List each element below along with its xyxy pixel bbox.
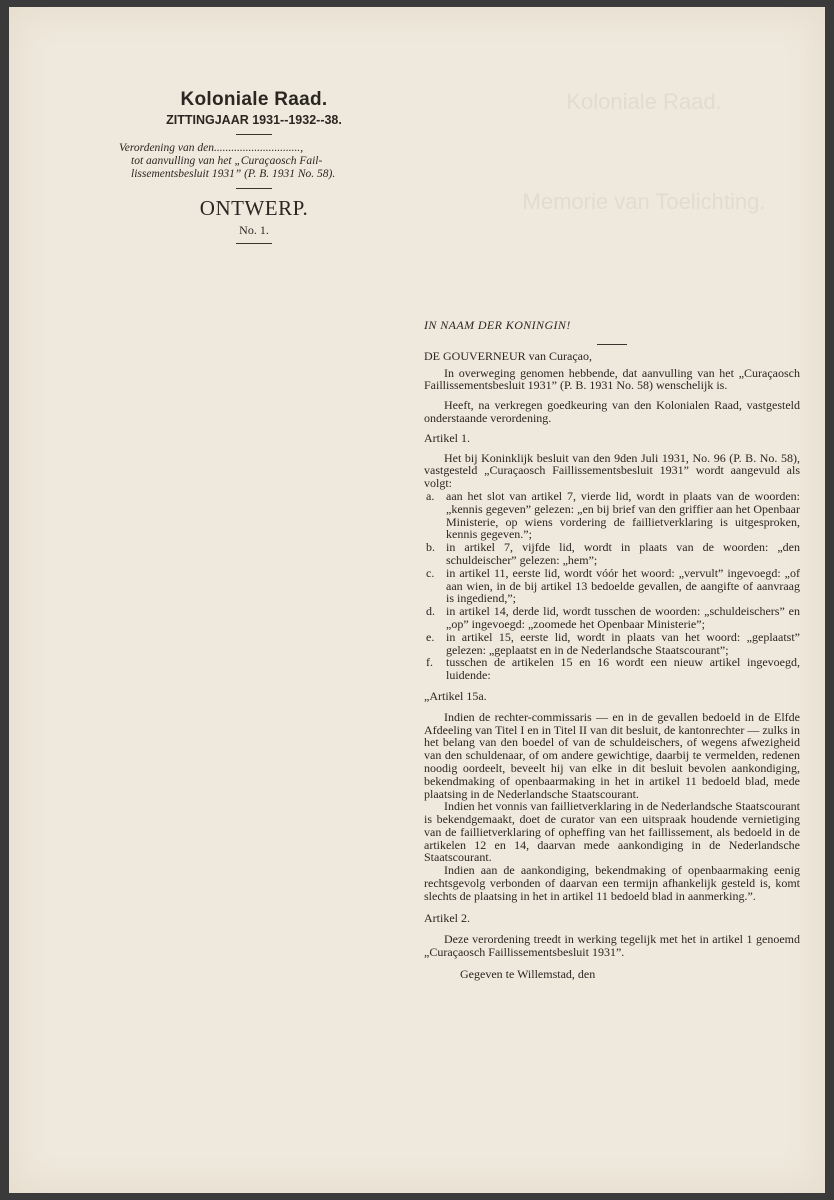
article-15a-paragraph: Indien de rechter-commissaris — en in de gevallen bedoeld in de Elfde Afdeeling van Titel I en in Titel II van dit besluit, de kantonrechter — zulks in het belang van den boedel of van de schuldeischers, of wegens afwezigheid van den schuldenaar, of om andere gewichtige, daarbij te vermelden, redenen noodig oordeelt, beveelt hij van elke in dit besluit bevolen aankondiging, bekendmaking of openbaarmaking in het in artikel 11 bedoeld blad, mede plaatsing in de Nederlandsche Staatscourant. <box>424 709 800 801</box>
approval-paragraph: Heeft, na verkregen goedkeuring van den Kolonialen Raad, vastgesteld onderstaande verordening. <box>424 398 800 425</box>
article-2-text: Deze verordening treedt in werking tegelijk met het in artikel 1 genoemd „Curaçaosch Faillissementsbesluit 1931”. <box>424 932 800 960</box>
list-item: c. in artikel 11, eerste lid, wordt vóór het woord: „vervult” ingevoegd: „of aan wien, in de bij artikel 13 bedoelde gevallen, de aangifte of aanvraag is ingediend,”; <box>426 565 800 606</box>
bleed-subtitle: Memorie van Toelichting. <box>522 189 766 214</box>
doc-number: No. 1. <box>239 223 269 237</box>
ordinance-line: lissementsbesluit 1931” (P. B. 1931 No. 58). <box>131 168 336 180</box>
council-title: Koloniale Raad. <box>180 89 328 110</box>
list-item: d. in artikel 14, derde lid, wordt tusschen de woorden: „schuldeischers” en „op” ingevoegd: „zoomede het Openbaar Ministerie”; <box>426 604 800 631</box>
header-block <box>109 89 399 251</box>
ordinance-line: Verordening van den.............................., <box>119 142 304 154</box>
bleed-title: Koloniale Raad. <box>566 89 722 114</box>
governor-line: DE GOUVERNEUR van Curaçao, <box>424 348 592 363</box>
article-1-intro: Het bij Koninklijk besluit van den 9den Juli 1931, No. 96 (P. B. No. 58), vastgesteld „Curaçaosch Faillissementsbesluit 1931” wordt aangevuld als volgt: <box>424 450 800 491</box>
session-year: ZITTINGJAAR 1931--1932--38. <box>166 113 342 127</box>
divider <box>236 243 272 244</box>
consideration-paragraph: In overweging genomen hebbende, dat aanvulling van het „Curaçaosch Faillissementsbesluit 1931” (P. B. 1931 No. 58) wenschelijk is. <box>424 365 800 393</box>
document-page <box>9 7 825 1193</box>
article-1-title: Artikel 1. <box>424 430 470 445</box>
list-item: e. in artikel 15, eerste lid, wordt in plaats van het woord: „geplaatst” gelezen: „geplaatst en in de Nederlandsche Staatscourant”; <box>426 629 800 657</box>
ordinance-body <box>424 319 800 981</box>
divider <box>236 134 272 135</box>
divider <box>236 188 272 189</box>
preamble-heading: IN NAAM DER KONINGIN! <box>424 318 571 332</box>
article-15a-paragraph: Indien het vonnis van faillietverklaring in de Nederlandsche Staatscourant is bekendgemaakt, doet de curator van een uitspraak houdende vernietiging van de faillietverklaring of opheffing van het faillissement, als bedoeld in de artikelen 12 en 14, daarvan mede aankondiging in de Nederlandsche Staatscourant. <box>424 799 800 865</box>
divider <box>597 344 627 345</box>
doc-type: ONTWERP. <box>199 196 309 220</box>
list-item: b. in artikel 7, vijfde lid, wordt in plaats van de woorden: „den schuldeischer” gelezen: „hem”; <box>426 540 800 567</box>
ordinance-title <box>109 142 399 181</box>
article-15a-paragraph: Indien aan de aankondiging, bekendmaking of openbaarmaking eenig rechtsgevolg verbonden of daarvan een termijn afhankelijk gesteld is, komt slechts de plaatsing in het in artikel 11 bedoeld blad in aanmerking.”. <box>424 863 800 903</box>
article-15a-title: „Artikel 15a. <box>424 688 487 703</box>
ordinance-line: tot aanvulling van het „Curaçaosch Fail- <box>131 155 323 167</box>
amendment-list <box>424 490 800 682</box>
article-2-title: Artikel 2. <box>424 910 470 925</box>
closing-line: Gegeven te Willemstad, den <box>460 967 596 982</box>
list-item: f. tusschen de artikelen 15 en 16 wordt een nieuw artikel ingevoegd, luidende: <box>426 655 800 683</box>
list-item: a. aan het slot van artikel 7, vierde lid, wordt in plaats van de woorden: „kennis gegeven” gelezen: „en bij brief van den griffier aan het Openbaar Ministerie, op wiens vordering de faillietverklaring is uitgesproken, kennis gegeven.”; <box>426 488 800 542</box>
bleed-through-text <box>479 87 809 237</box>
